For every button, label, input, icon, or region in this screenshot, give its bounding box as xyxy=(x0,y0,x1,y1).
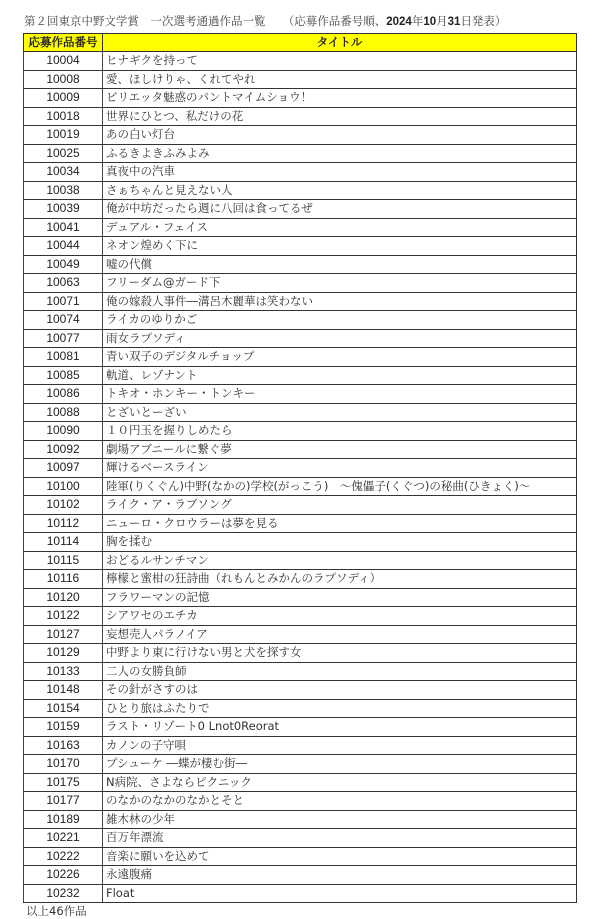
announce-year-unit: 年 xyxy=(411,14,424,28)
table-row xyxy=(24,884,577,903)
entry-title-cell: シアワセのエチカ xyxy=(103,607,577,626)
entry-title-cell: のなかのなかのなかとそと xyxy=(103,792,577,811)
table-row xyxy=(24,847,577,866)
entry-number-cell: 10004 xyxy=(24,52,103,71)
entry-title-cell: フリーダム@ガード下 xyxy=(103,274,577,293)
table-row xyxy=(24,570,577,589)
entry-number-cell: 10120 xyxy=(24,588,103,607)
entry-title-cell: 二人の女勝負師 xyxy=(103,662,577,681)
announce-month: 10 xyxy=(423,16,437,28)
table-row xyxy=(24,718,577,737)
table-row xyxy=(24,644,577,663)
entry-number-cell: 10232 xyxy=(24,884,103,903)
entry-title-cell: 音楽に願いを込めて xyxy=(103,847,577,866)
entry-title-cell: 愛、ほしけりゃ、くれてやれ xyxy=(103,70,577,89)
entry-number-cell: 10085 xyxy=(24,366,103,385)
entry-number-cell: 10086 xyxy=(24,385,103,404)
table-row xyxy=(24,514,577,533)
entry-number-cell: 10009 xyxy=(24,89,103,108)
entry-title-cell: ネオン煌めく下に xyxy=(103,237,577,256)
table-row xyxy=(24,89,577,108)
entry-title-cell: 妄想売人パラノイア xyxy=(103,625,577,644)
table-row xyxy=(24,237,577,256)
table-row xyxy=(24,144,577,163)
table-row xyxy=(24,422,577,441)
entry-title-cell: 真夜中の汽車 xyxy=(103,163,577,182)
entry-title-cell: ライカのゆりかご xyxy=(103,311,577,330)
table-row xyxy=(24,200,577,219)
entry-title-cell: 檸檬と蜜柑の狂詩曲（れもんとみかんのラプソディ） xyxy=(103,570,577,589)
page-title xyxy=(24,13,506,29)
entry-title-cell: あの白い灯台 xyxy=(103,126,577,145)
table-row xyxy=(24,385,577,404)
entry-title-cell: ビリエッタ魅惑のパントマイムショウ！ xyxy=(103,89,577,108)
entry-title-cell: ひとり旅はふたりで xyxy=(103,699,577,718)
entry-number-cell: 10038 xyxy=(24,181,103,200)
table-row xyxy=(24,829,577,848)
table-row xyxy=(24,551,577,570)
entry-number-cell: 10081 xyxy=(24,348,103,367)
entry-number-cell: 10018 xyxy=(24,107,103,126)
entry-number-cell: 10102 xyxy=(24,496,103,515)
table-row xyxy=(24,348,577,367)
entry-title-cell: 雑木林の少年 xyxy=(103,810,577,829)
entry-title-cell: さぁちゃんと見えない人 xyxy=(103,181,577,200)
column-header-entry-number: 応募作品番号 xyxy=(24,34,103,52)
table-row xyxy=(24,736,577,755)
table-row xyxy=(24,311,577,330)
entry-title-cell: ライク・ア・ラブソング xyxy=(103,496,577,515)
entry-number-cell: 10112 xyxy=(24,514,103,533)
table-row xyxy=(24,292,577,311)
entry-title-cell: 劇場アブニールに繋ぐ夢 xyxy=(103,440,577,459)
table-row xyxy=(24,52,577,71)
entry-title-cell: 輝けるベースライン xyxy=(103,459,577,478)
entry-number-cell: 10129 xyxy=(24,644,103,663)
table-body xyxy=(24,52,577,903)
entry-number-cell: 10122 xyxy=(24,607,103,626)
announce-day: 31 xyxy=(447,16,461,28)
entry-number-cell: 10148 xyxy=(24,681,103,700)
table-row xyxy=(24,681,577,700)
entry-number-cell: 10116 xyxy=(24,570,103,589)
table-row xyxy=(24,625,577,644)
table-row xyxy=(24,107,577,126)
table-row xyxy=(24,810,577,829)
entry-number-cell: 10077 xyxy=(24,329,103,348)
entry-number-cell: 10159 xyxy=(24,718,103,737)
entry-number-cell: 10163 xyxy=(24,736,103,755)
entry-number-cell: 10074 xyxy=(24,311,103,330)
table-row xyxy=(24,255,577,274)
announce-month-unit: 月 xyxy=(436,14,448,28)
page-title-main: 第２回東京中野文学賞 一次選考通過作品一覧 xyxy=(24,14,266,28)
announce-year: 2024 xyxy=(386,16,412,28)
entry-number-cell: 10088 xyxy=(24,403,103,422)
entry-number-cell: 10221 xyxy=(24,829,103,848)
entry-title-cell: とざいとーざい xyxy=(103,403,577,422)
entry-number-cell: 10170 xyxy=(24,755,103,774)
entry-title-cell: 俺が中坊だったら週に八回は食ってるぜ xyxy=(103,200,577,219)
table-header-row xyxy=(24,34,577,52)
total-count-note: 以上46作品 xyxy=(26,904,87,918)
entry-title-cell: 軌道、レゾナント xyxy=(103,366,577,385)
entry-title-cell: ニューロ・クロウラーは夢を見る xyxy=(103,514,577,533)
entry-number-cell: 10222 xyxy=(24,847,103,866)
entry-title-cell: 百万年漂流 xyxy=(103,829,577,848)
entry-title-cell: 青い双子のデジタルチョップ xyxy=(103,348,577,367)
entry-title-cell: プシューケ ―蝶が棲む街― xyxy=(103,755,577,774)
entry-title-cell: N病院、さよならピクニック xyxy=(103,773,577,792)
entry-number-cell: 10071 xyxy=(24,292,103,311)
table-row xyxy=(24,792,577,811)
entry-title-cell: おどるルサンチマン xyxy=(103,551,577,570)
entry-title-cell: フラワーマンの記憶 xyxy=(103,588,577,607)
entry-title-cell: その針がさすのは xyxy=(103,681,577,700)
entry-title-cell: カノンの子守唄 xyxy=(103,736,577,755)
entry-title-cell: 陸軍(りくぐん)中野(なかの)学校(がっこう) ～傀儡子(くぐつ)の秘曲(ひきょく)～ xyxy=(103,477,577,496)
entry-number-cell: 10175 xyxy=(24,773,103,792)
entry-number-cell: 10063 xyxy=(24,274,103,293)
table-row xyxy=(24,533,577,552)
entry-title-cell: ヒナギクを持って xyxy=(103,52,577,71)
table-row xyxy=(24,496,577,515)
entry-title-cell: 雨女ラプソディ xyxy=(103,329,577,348)
table-row xyxy=(24,866,577,885)
entry-number-cell: 10019 xyxy=(24,126,103,145)
entry-title-cell: トキオ・ホンキー・トンキー xyxy=(103,385,577,404)
entry-number-cell: 10133 xyxy=(24,662,103,681)
entry-number-cell: 10092 xyxy=(24,440,103,459)
entry-title-cell: 永遠腹痛 xyxy=(103,866,577,885)
entry-number-cell: 10044 xyxy=(24,237,103,256)
entry-title-cell: 胸を揉む xyxy=(103,533,577,552)
table-row xyxy=(24,662,577,681)
entry-number-cell: 10226 xyxy=(24,866,103,885)
table-row xyxy=(24,181,577,200)
entry-number-cell: 10177 xyxy=(24,792,103,811)
entry-title-cell: 中野より東に行けない男と犬を探す女 xyxy=(103,644,577,663)
entry-title-cell: ラスト・リゾート0 Lnot0Reorat xyxy=(103,718,577,737)
entry-number-cell: 10025 xyxy=(24,144,103,163)
entry-number-cell: 10114 xyxy=(24,533,103,552)
entry-number-cell: 10034 xyxy=(24,163,103,182)
entry-number-cell: 10189 xyxy=(24,810,103,829)
table-row xyxy=(24,773,577,792)
entry-title-cell: デュアル・フェイス xyxy=(103,218,577,237)
entry-title-cell: Float xyxy=(103,884,577,903)
table-row xyxy=(24,477,577,496)
table-row xyxy=(24,329,577,348)
table-row xyxy=(24,70,577,89)
entry-number-cell: 10090 xyxy=(24,422,103,441)
table-row xyxy=(24,459,577,478)
entry-number-cell: 10049 xyxy=(24,255,103,274)
table-row xyxy=(24,366,577,385)
entry-number-cell: 10097 xyxy=(24,459,103,478)
entry-title-cell: 俺の嫁殺人事件―溝呂木麗華は笑わない xyxy=(103,292,577,311)
table-row xyxy=(24,699,577,718)
selection-results-table xyxy=(23,33,577,903)
table-row xyxy=(24,274,577,293)
table-row xyxy=(24,218,577,237)
entry-title-cell: １０円玉を握りしめたら xyxy=(103,422,577,441)
page-title-paren: （応募作品番号順、 xyxy=(265,14,387,28)
table-row xyxy=(24,163,577,182)
table-row xyxy=(24,755,577,774)
table-row xyxy=(24,588,577,607)
entry-number-cell: 10115 xyxy=(24,551,103,570)
table-row xyxy=(24,440,577,459)
entry-title-cell: ふるきよきふみよみ xyxy=(103,144,577,163)
entry-number-cell: 10127 xyxy=(24,625,103,644)
entry-number-cell: 10041 xyxy=(24,218,103,237)
entry-number-cell: 10008 xyxy=(24,70,103,89)
table-row xyxy=(24,403,577,422)
entry-title-cell: 世界にひとつ、私だけの花 xyxy=(103,107,577,126)
entry-number-cell: 10154 xyxy=(24,699,103,718)
entry-title-cell: 嘘の代償 xyxy=(103,255,577,274)
entry-number-cell: 10100 xyxy=(24,477,103,496)
table-row xyxy=(24,607,577,626)
announce-day-unit: 日発表） xyxy=(460,14,507,28)
entry-number-cell: 10039 xyxy=(24,200,103,219)
table-row xyxy=(24,126,577,145)
column-header-title: タイトル xyxy=(103,34,577,52)
